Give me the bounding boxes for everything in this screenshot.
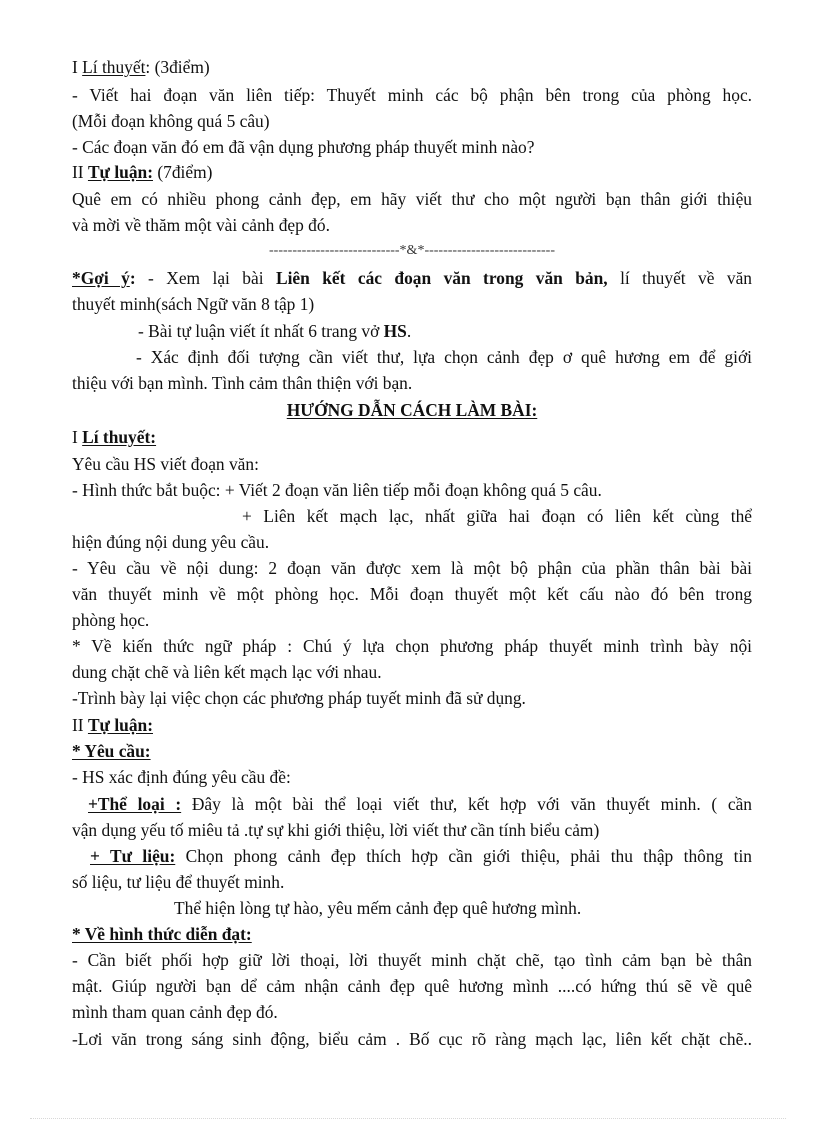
guide-theory-number: I xyxy=(72,427,83,447)
guide-f3: mình tham quan cảnh đẹp đó. xyxy=(72,1002,278,1022)
guide-f2: mật. Giúp người bạn dể cảm nhận cảnh đẹp quê hương mình ....có hứng thú sẽ về quê xyxy=(72,976,752,996)
task-subject: Thuyết minh các bộ phận bên trong xyxy=(326,85,620,105)
section2-number: II xyxy=(72,162,88,182)
section2-score: (7điểm) xyxy=(152,162,213,182)
separator: ----------------------------*&*---------------------------- xyxy=(269,243,555,258)
task-prefix: - Viết hai đoạn văn liên tiếp: xyxy=(72,85,327,105)
guide-t7: phòng học. xyxy=(72,610,150,630)
hint-line1-b: Liên kết các đoạn văn trong văn bản, xyxy=(275,268,621,288)
section1-title: Lí thuyết xyxy=(82,57,146,77)
hint-line1-a: - Xem lại bài xyxy=(135,268,276,288)
section1-score: : (3điểm) xyxy=(145,57,210,77)
guide-e6: Thể hiện lòng tự hào, yêu mếm cảnh đẹp quê hương mình. xyxy=(174,898,582,918)
guide-t1: Yêu cầu HS viết đoạn văn: xyxy=(72,454,259,474)
hint-label: *Gợi ý xyxy=(72,268,130,288)
section1-question: - Các đoạn văn đó em đã vận dụng phương pháp thuyết minh nào? xyxy=(72,137,535,157)
hint-line5: thiệu với bạn mình. Tình cảm thân thiện với bạn. xyxy=(72,373,413,393)
guide-t4: hiện đúng nội dung yêu cầu. xyxy=(72,532,270,552)
section1-number: I xyxy=(72,57,83,77)
task-suffix: của phòng học. xyxy=(619,85,753,105)
guide-e2 xyxy=(88,791,752,817)
material-text: Chọn phong cảnh đẹp thích hợp cần giới thiệu, phải thu thập thông tin xyxy=(175,846,752,866)
section2-title: Tự luận: xyxy=(87,162,153,182)
guide-t3: + Liên kết mạch lạc, nhất giữa hai đoạn có liên kết cùng thể xyxy=(242,506,752,526)
hint-line3 xyxy=(138,318,738,344)
guide-t10: -Trình bày lại việc chọn các phương pháp tuyết minh đã sử dụng. xyxy=(72,688,526,708)
guide-theory-title: Lí thuyết: xyxy=(82,427,157,447)
genre-label: +Thể loại : xyxy=(88,794,182,814)
hint-line1-c: lí thuyết về văn xyxy=(620,268,753,288)
guide-t2: - Hình thức bắt buộc: + Viết 2 đoạn văn liên tiếp mỗi đoạn không quá 5 câu. xyxy=(72,480,602,500)
page-bottom-divider xyxy=(30,1118,786,1119)
guide-e4 xyxy=(90,843,752,869)
section1-task xyxy=(72,82,752,108)
guide-e1: - HS xác định đúng yêu cầu đề: xyxy=(72,767,291,787)
form-title: * Về hình thức diễn đạt: xyxy=(72,924,252,944)
guide-t6: văn thuyết minh về một phòng học. Mỗi đoạn thuyết một kết cấu nào đó bên trong xyxy=(72,584,752,604)
section2-heading xyxy=(72,159,752,185)
guide-f1: - Cần biết phối hợp giữ lời thoại, lời thuyết minh chặt chẽ, tạo tình cảm bạn bè thân xyxy=(72,950,752,970)
hint-line3-b: HS xyxy=(383,321,407,341)
section2-prompt-line2: và mời về thăm một vài cảnh đẹp đó. xyxy=(72,215,330,235)
guide-theory-heading xyxy=(72,424,752,450)
material-label: + Tư liệu: xyxy=(90,846,176,866)
guide-t8: * Về kiến thức ngữ pháp : Chú ý lựa chọn phương pháp thuyết minh trình bày nội xyxy=(72,636,752,656)
genre-text: Đây là một bài thể loại viết thư, kết hợp với văn thuyết minh. ( cần xyxy=(181,794,752,814)
guide-f4: -Lơi văn trong sáng sinh động, biểu cảm . Bố cục rõ ràng mạch lạc, liên kết chặt chẽ.. xyxy=(72,1029,752,1049)
section1-task-note: (Mỗi đoạn không quá 5 câu) xyxy=(72,111,270,131)
hint-line3-c: . xyxy=(406,321,412,341)
guide-t5: - Yêu cầu về nội dung: 2 đoạn văn được xem là một bộ phận của phần thân bài bài xyxy=(72,558,752,578)
hint-line2: thuyết minh(sách Ngữ văn 8 tập 1) xyxy=(72,294,315,314)
requirements-title: * Yêu cầu: xyxy=(72,741,151,761)
guide-essay-title: Tự luận: xyxy=(87,715,153,735)
section1-heading xyxy=(72,54,752,80)
guide-t9: dung chặt chẽ và liên kết mạch lạc với nhau. xyxy=(72,662,382,682)
section2-prompt-line1: Quê em có nhiều phong cảnh đẹp, em hãy viết thư cho một người bạn thân giới thiệu xyxy=(72,189,752,209)
hint-colon: : xyxy=(129,268,136,288)
hint-line3-a: - Bài tự luận viết ít nhất 6 trang vở xyxy=(138,321,384,341)
hint-line1 xyxy=(72,265,752,291)
guide-title: HƯỚNG DẪN CÁCH LÀM BÀI: xyxy=(286,400,538,420)
guide-essay-number: II xyxy=(72,715,88,735)
guide-e3: vận dụng yếu tố miêu tả .tự sự khi giới thiệu, lời viết thư cần tính biểu cảm) xyxy=(72,820,600,840)
guide-e5: số liệu, tư liệu để thuyết minh. xyxy=(72,872,285,892)
hint-line4: - Xác định đối tượng cần viết thư, lựa chọn cảnh đẹp ơ quê hương em để giới xyxy=(136,347,752,367)
guide-essay-heading xyxy=(72,712,752,738)
